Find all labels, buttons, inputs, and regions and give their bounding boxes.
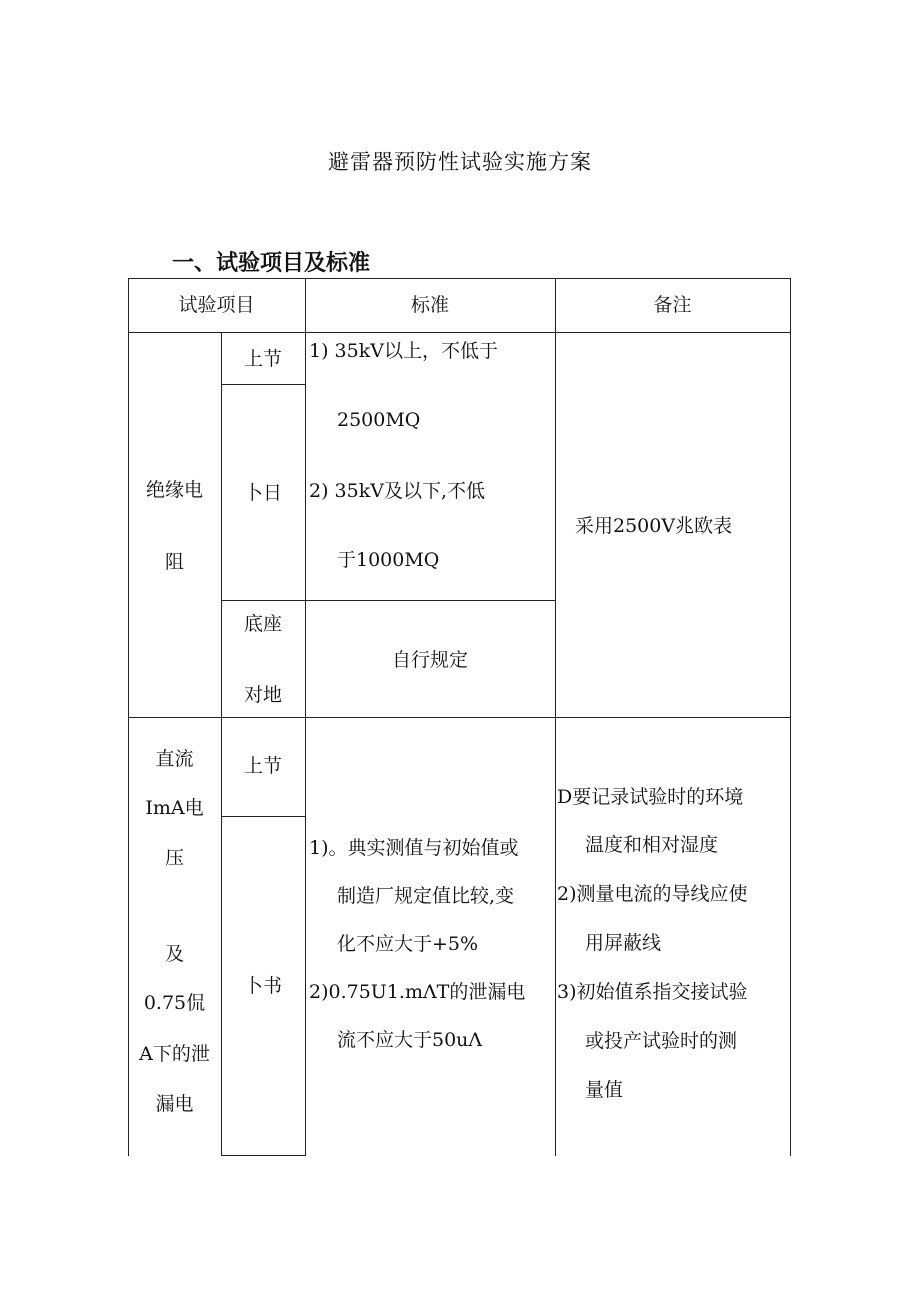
insulation-sub-divider-1	[221, 384, 305, 385]
dc-item-line2: ImA电	[145, 797, 204, 819]
insulation-sub-upper: 上节	[243, 348, 282, 370]
insulation-std-line4: 于1000MQ	[337, 549, 440, 571]
dc-note-line4: 用屏蔽线	[585, 932, 662, 954]
note-column-left	[555, 278, 556, 1156]
dc-item-line3: 压	[164, 847, 184, 869]
dc-item-line7: 漏电	[155, 1093, 194, 1115]
dc-std-line5: 流不应大于50uΛ	[337, 1029, 483, 1051]
insulation-std-line3: 2) 35kV及以下,不低	[309, 480, 485, 502]
dc-item-line6: A下的泄	[139, 1043, 210, 1065]
header-note: 备注	[653, 294, 692, 316]
insulation-std-base: 自行规定	[391, 649, 468, 671]
dc-sub-upper: 上节	[243, 755, 282, 777]
dc-note-line1: D要记录试验时的环境	[557, 786, 744, 808]
table-row-divider	[128, 717, 791, 718]
table-header-divider	[128, 332, 791, 333]
dc-note-line3: 2)测量电流的导线应使	[557, 883, 748, 905]
dc-std-line4: 2)0.75U1.mΛT的泄漏电	[309, 981, 526, 1003]
insulation-std-line1: 1) 35kV以上，不低于	[309, 340, 498, 362]
insulation-std-line2: 2500MQ	[337, 409, 421, 431]
standard-column-left	[305, 278, 306, 1156]
dc-sub-lower: 卜书	[243, 975, 282, 997]
header-test-item: 试验项目	[178, 294, 255, 316]
insulation-sub-lower: 卜日	[243, 482, 282, 504]
document-title: 避雷器预防性试验实施方案	[328, 150, 592, 174]
dc-sub-divider	[221, 816, 305, 817]
dc-item-line5: 0.75侃	[143, 992, 206, 1014]
table-border-right	[790, 278, 791, 1156]
dc-sub-bottom	[221, 1155, 305, 1156]
section-heading: 一、试验项目及标准	[172, 251, 371, 276]
dc-item-line1: 直流	[155, 748, 194, 770]
table-border-left	[128, 278, 129, 1156]
dc-note-line2: 温度和相对湿度	[585, 834, 719, 856]
dc-item-line4: 及	[164, 943, 184, 965]
dc-note-line5: 3)初始值系指交接试验	[557, 981, 748, 1003]
insulation-std-divider	[221, 600, 555, 601]
insulation-item-line1: 绝缘电	[145, 479, 203, 501]
insulation-note: 采用2500V兆欧表	[575, 515, 733, 537]
table-border-top	[128, 278, 791, 279]
dc-note-line7: 量值	[585, 1079, 624, 1101]
insulation-sub-base-line1: 底座	[243, 613, 282, 635]
dc-std-line3: 化不应大于+5%	[337, 933, 479, 955]
dc-std-line2: 制造厂规定值比较,变	[337, 885, 515, 907]
dc-note-line6: 或投产试验时的测	[585, 1030, 738, 1052]
header-standard: 标准	[410, 294, 449, 316]
dc-std-line1: 1)。典实测值与初始值或	[309, 837, 519, 859]
insulation-sub-base-line2: 对地	[243, 684, 282, 706]
insulation-item-line2: 阻	[164, 551, 184, 573]
sub-column-divider	[221, 332, 222, 1156]
